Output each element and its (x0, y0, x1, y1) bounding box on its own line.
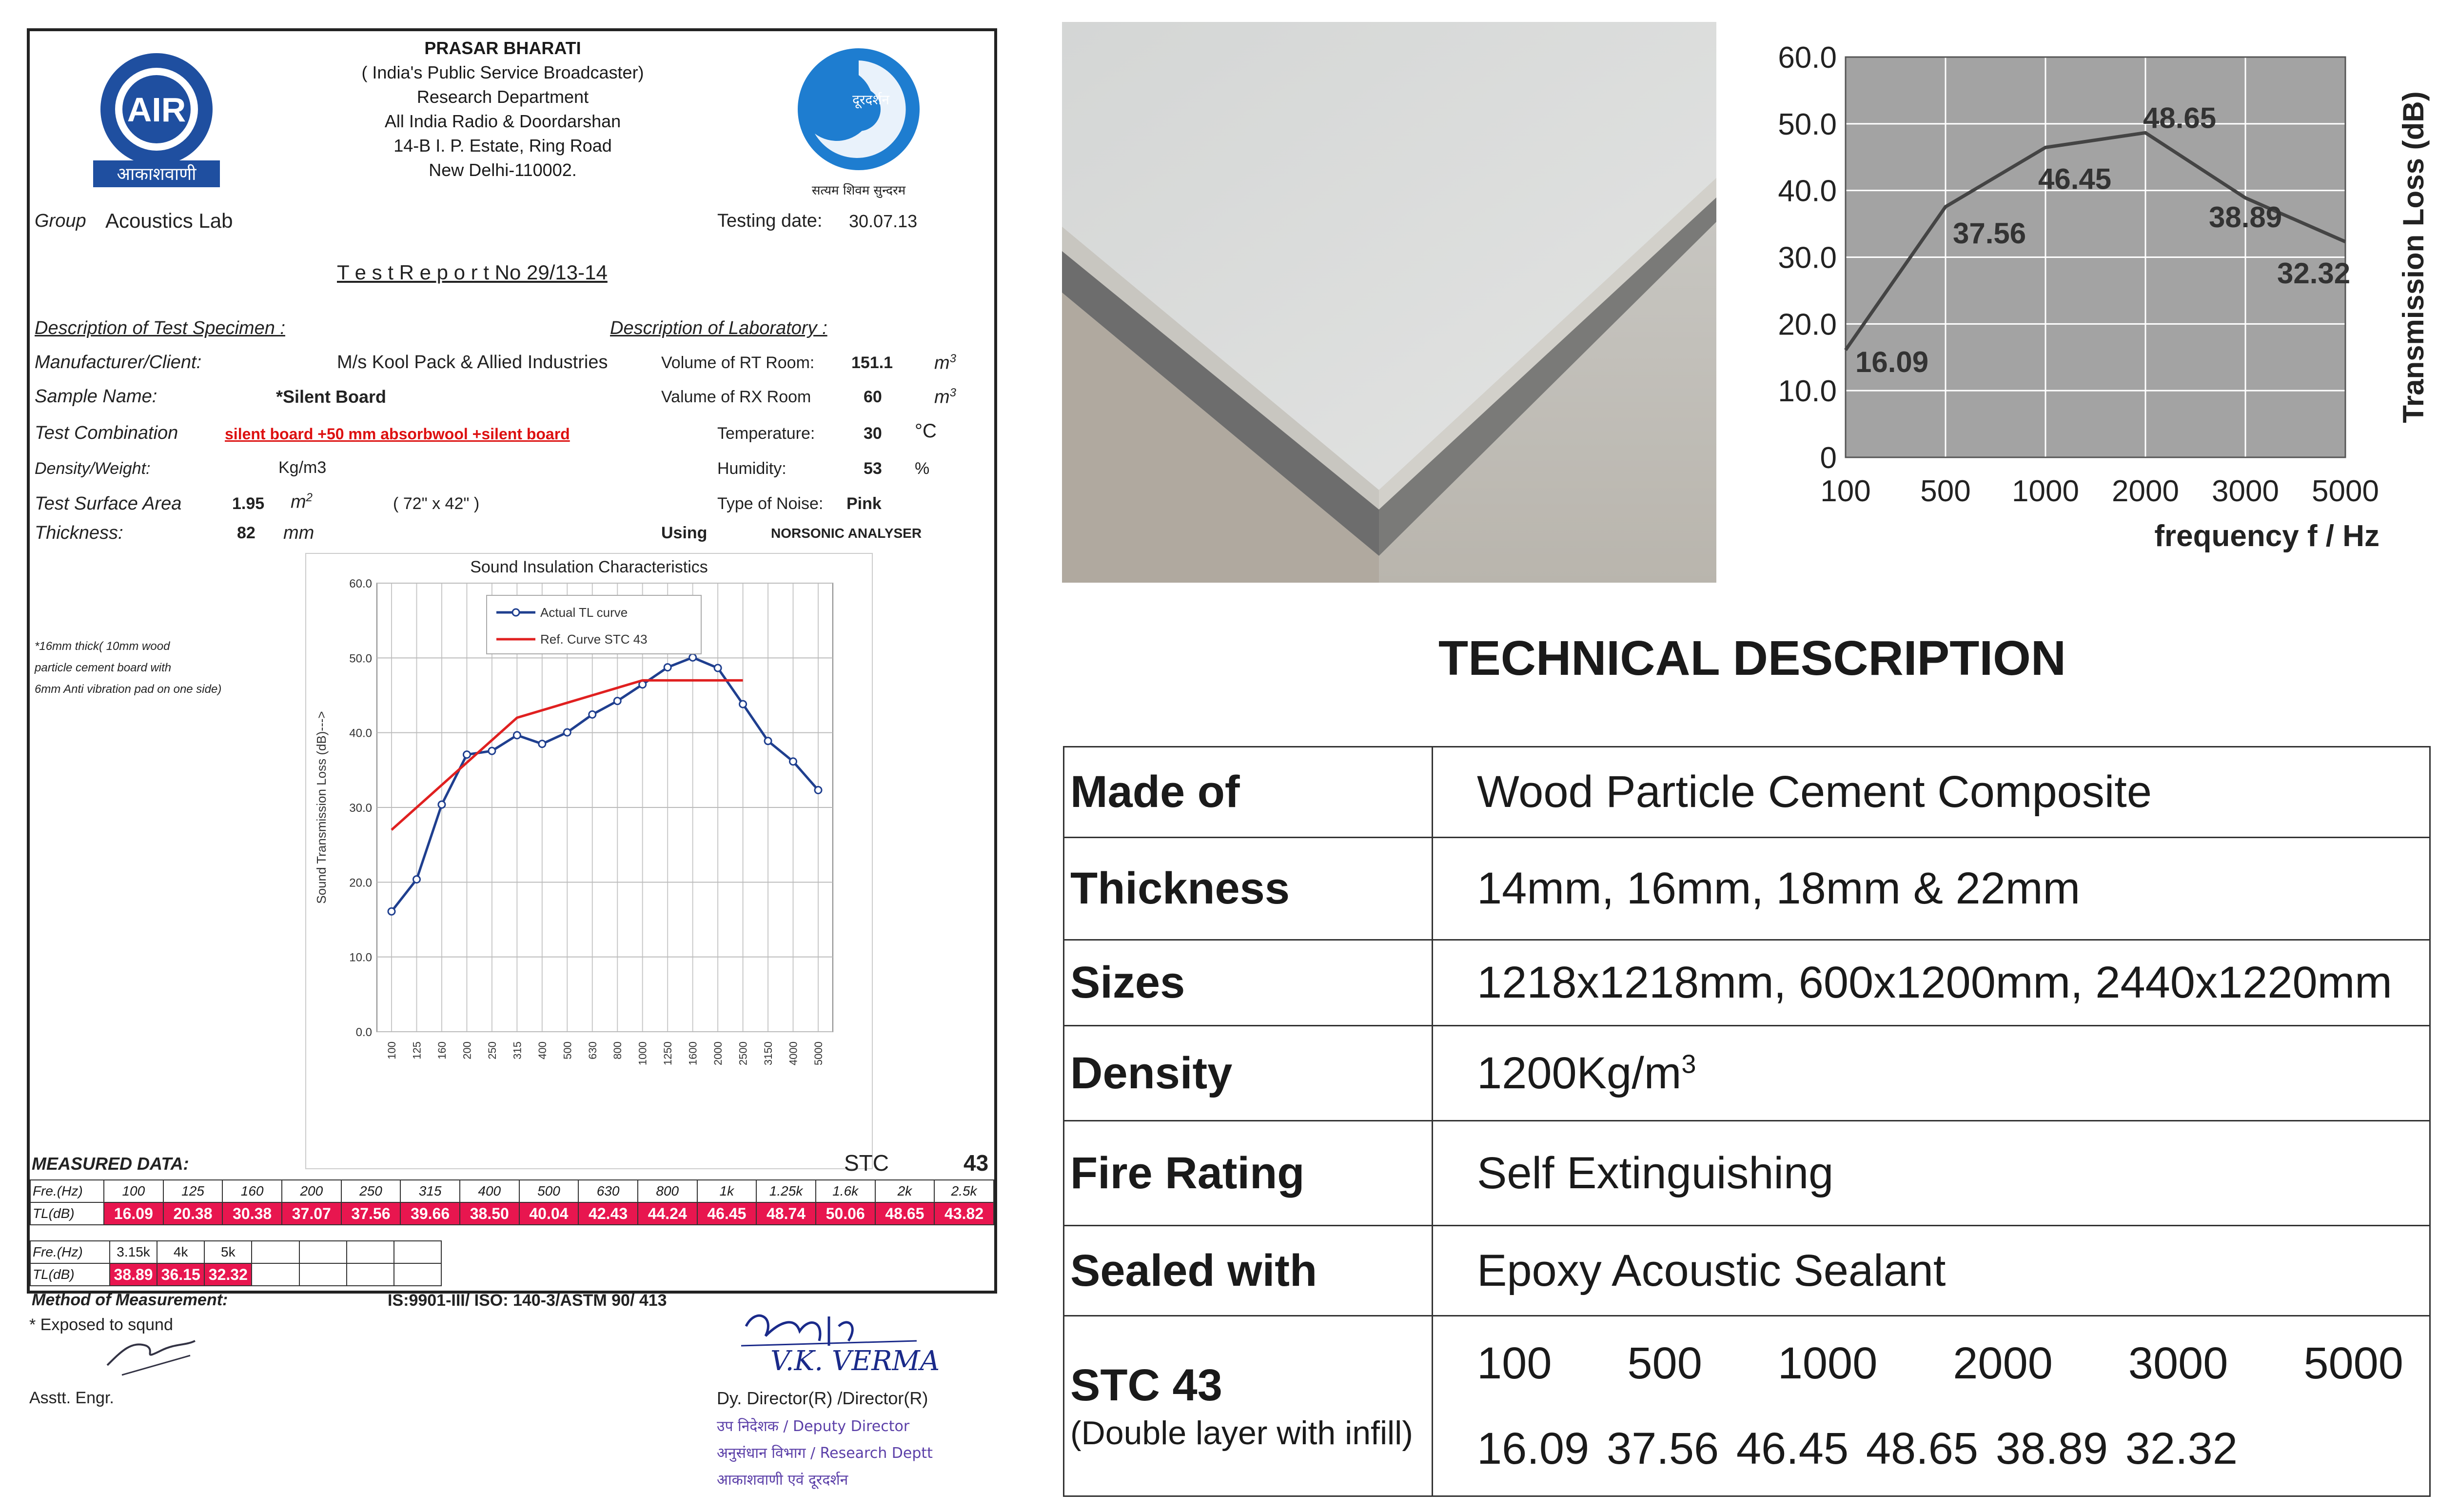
surface-size: ( 72" x 42" ) (393, 494, 480, 513)
empty-cell (252, 1241, 299, 1263)
sample-value: *Silent Board (276, 387, 387, 407)
report-header (332, 36, 673, 182)
x-tick-label: 1600 (687, 1041, 699, 1065)
tl-cell: 32.32 (204, 1263, 252, 1286)
y-tick-label: 30.0 (1778, 241, 1837, 275)
freq-cell: 100 (104, 1180, 163, 1202)
data-label: 16.09 (1855, 345, 1929, 378)
stc-values (1477, 1423, 2238, 1474)
chart-title: Sound Insulation Characteristics (470, 558, 708, 576)
tech-key: Density (1064, 1026, 1433, 1121)
x-tick-label: 250 (486, 1041, 498, 1060)
x-tick-label: 5000 (812, 1041, 825, 1065)
x-tick-label: 3000 (2212, 474, 2279, 508)
density-value: 1200Kg/m (1477, 1048, 1682, 1098)
data-point (790, 758, 797, 765)
x-tick-label: 500 (1920, 474, 1971, 508)
data-point (489, 747, 495, 754)
freq-cell: 3.15k (110, 1241, 157, 1263)
y-tick-label: 60.0 (1778, 41, 1837, 75)
temp-label: Temperature: (717, 424, 815, 443)
tech-title: TECHNICAL DESCRIPTION (1438, 631, 2066, 686)
y-tick-label: 20.0 (1778, 308, 1837, 342)
freq-cell: 4k (157, 1241, 204, 1263)
desc-specimen-label: Description of Test Specimen : (35, 318, 285, 338)
testing-date-value: 30.07.13 (849, 211, 918, 231)
x-tick-label: 2000 (2112, 474, 2179, 508)
empty-cell (299, 1263, 347, 1286)
tl-label: TL(dB) (30, 1202, 104, 1225)
rx-room-unit: $m^3$ (934, 386, 957, 408)
report-title: T e s t R e p o r t No 29/13-14 (337, 261, 608, 284)
measured-data-label: MEASURED DATA: (32, 1154, 189, 1174)
x-tick-label: 2000 (712, 1041, 725, 1065)
stc-sub: (Double layer with infill) (1070, 1414, 1413, 1452)
header-line: ( India's Public Service Broadcaster) (361, 62, 644, 82)
data-point (438, 801, 445, 808)
stc-freq: 1000 (1777, 1338, 1878, 1388)
tech-row (1064, 838, 2430, 940)
combo-value: silent board +50 mm absorbwool +silent board (225, 425, 570, 443)
x-tick-label: 400 (536, 1041, 549, 1060)
surface-value: 1.95 (232, 494, 265, 513)
tl-cell: 46.45 (697, 1202, 757, 1225)
rt-room-unit: $m^3$ (934, 352, 957, 373)
tl-row (30, 1263, 441, 1286)
y-tick-label: 40.0 (1778, 174, 1837, 208)
measured-table-1 (30, 1179, 994, 1225)
humidity-value: 53 (864, 459, 882, 478)
data-label: 37.56 (1953, 217, 2026, 250)
tech-row (1064, 747, 2430, 838)
tl-cell: 48.74 (756, 1202, 816, 1225)
header-line: 14-B I. P. Estate, Ring Road (393, 136, 612, 156)
humidity-unit: % (915, 459, 930, 478)
tl-cell: 38.89 (110, 1263, 157, 1286)
surface-unit-text: m (291, 491, 306, 512)
tl-cell: 38.50 (460, 1202, 519, 1225)
tech-key: Sealed with (1064, 1226, 1433, 1316)
data-label: 38.89 (2209, 200, 2282, 234)
stamp-line: आकाशवाणी एवं दूरदर्शन (717, 1472, 848, 1489)
temp-value: 30 (864, 424, 882, 443)
tech-key: Thickness (1064, 838, 1433, 940)
stc-freq: 500 (1627, 1338, 1702, 1388)
x-tick-label: 1250 (662, 1041, 674, 1065)
y-tick-label: 0.0 (355, 1026, 372, 1039)
data-point (388, 908, 395, 915)
testing-date-label: Testing date: (717, 211, 823, 231)
freq-label: Fre.(Hz) (30, 1241, 110, 1263)
x-tick-label: 1000 (2012, 474, 2079, 508)
tl-cell: 37.56 (341, 1202, 401, 1225)
data-point (689, 654, 696, 661)
y-tick-label: 50.0 (1778, 107, 1837, 141)
data-point (664, 664, 671, 671)
using-label: Using (661, 524, 708, 542)
data-label: 46.45 (2038, 162, 2112, 196)
x-tick-label: 125 (411, 1041, 423, 1060)
freq-cell: 630 (578, 1180, 638, 1202)
stc-freq: 100 (1477, 1338, 1552, 1388)
tl-cell: 16.09 (104, 1202, 163, 1225)
stc-freq: 3000 (2128, 1338, 2228, 1388)
freq-cell: 200 (282, 1180, 341, 1202)
svg-text:AIR: AIR (127, 91, 186, 129)
tl-cell: 37.07 (282, 1202, 341, 1225)
side-note-line: *16mm thick( 10mm wood (35, 640, 170, 653)
stc-value: 37.56 (1606, 1423, 1719, 1473)
x-tick-label: 1000 (636, 1041, 649, 1065)
dy-director: Dy. Director(R) /Director(R) (717, 1388, 928, 1408)
empty-cell (394, 1263, 441, 1286)
density-unit: Kg/m3 (278, 458, 327, 477)
y-axis-label: Transmission Loss (dB) (2397, 91, 2430, 423)
data-label: 48.65 (2143, 101, 2217, 135)
x-tick-label: 100 (386, 1041, 398, 1060)
header-line: Research Department (416, 87, 589, 107)
data-point (564, 729, 570, 736)
tl-cell: 50.06 (816, 1202, 875, 1225)
surface-unit: $m^2$ (291, 491, 313, 512)
tl-cell: 30.38 (222, 1202, 282, 1225)
rx-room-value: 60 (864, 388, 882, 406)
tech-key-stc (1064, 1316, 1433, 1496)
signature-name: V.K. VERMA (770, 1345, 940, 1377)
tl-cell: 36.15 (157, 1263, 204, 1286)
tl-row (30, 1202, 994, 1225)
x-tick-label: 3150 (762, 1041, 775, 1065)
y-tick-label: 20.0 (349, 876, 372, 890)
y-tick-label: 0 (1820, 441, 1837, 475)
exposed-note: * Exposed to sqund (29, 1316, 173, 1334)
x-tick-label: 500 (561, 1041, 574, 1060)
method-label: Method of Measurement: (32, 1291, 228, 1309)
tech-row-stc (1064, 1316, 2430, 1496)
tl-label: TL(dB) (30, 1263, 110, 1286)
empty-cell (347, 1263, 394, 1286)
freq-cell: 2k (875, 1180, 935, 1202)
doordarshan-logo-text: दूरदर्शन (852, 92, 889, 108)
tech-key: Sizes (1064, 940, 1433, 1026)
sound-insulation-chart (305, 553, 873, 1169)
tech-row (1064, 1026, 2430, 1121)
side-note-line: particle cement board with (35, 661, 172, 674)
tl-cell: 39.66 (400, 1202, 460, 1225)
stc-value: 16.09 (1477, 1423, 1590, 1473)
freq-cell: 160 (222, 1180, 282, 1202)
x-axis-label: frequency f / Hz (2154, 519, 2379, 553)
tech-value: 14mm, 16mm, 18mm & 22mm (1433, 838, 2430, 940)
freq-cell: 5k (204, 1241, 252, 1263)
header-line: PRASAR BHARATI (424, 38, 581, 58)
using-value: NORSONIC ANALYSER (771, 526, 922, 541)
x-tick-label: 100 (1820, 474, 1871, 508)
data-point (815, 786, 822, 793)
stc-value: 38.89 (1995, 1423, 2108, 1473)
data-point (513, 732, 520, 739)
stc-label: STC (844, 1150, 889, 1176)
method-value: IS:9901-III/ ISO: 140-3/ASTM 90/ 413 (388, 1291, 667, 1310)
group-value: Acoustics Lab (105, 209, 233, 232)
stc-freqs (1477, 1338, 2403, 1389)
tl-cell: 43.82 (934, 1202, 994, 1225)
x-tick-label: 2500 (737, 1041, 749, 1065)
stc-value: 48.65 (1866, 1423, 1979, 1473)
tech-value (1433, 1026, 2430, 1121)
tl-cell: 42.43 (578, 1202, 638, 1225)
freq-cell: 1.6k (816, 1180, 875, 1202)
rx-room-label: Valume of RX Room (661, 388, 811, 406)
empty-cell (299, 1241, 347, 1263)
tl-cell: 40.04 (519, 1202, 579, 1225)
density-sup: 3 (1681, 1049, 1696, 1079)
density-label: Density/Weight: (35, 459, 151, 478)
freq-cell: 400 (460, 1180, 519, 1202)
sample-label: Sample Name: (35, 386, 157, 407)
stc-values-cell (1433, 1316, 2430, 1496)
freq-row (30, 1180, 994, 1202)
legend-marker (512, 609, 519, 616)
x-tick-label: 160 (435, 1041, 448, 1060)
freq-cell: 125 (163, 1180, 223, 1202)
stc-value: 46.45 (1736, 1423, 1849, 1473)
data-label: 32.32 (2277, 256, 2351, 290)
x-tick-label: 4000 (787, 1041, 800, 1065)
y-tick-label: 60.0 (349, 577, 372, 590)
x-tick-label: 5000 (2312, 474, 2379, 508)
empty-cell (252, 1263, 299, 1286)
noise-value: Pink (846, 494, 882, 513)
transmission-loss-chart (1765, 29, 2438, 566)
tech-value: Wood Particle Cement Composite (1433, 747, 2430, 838)
rt-room-label: Volume of RT Room: (661, 353, 815, 372)
freq-cell: 1.25k (756, 1180, 816, 1202)
x-tick-label: 800 (611, 1041, 624, 1060)
data-point (765, 738, 771, 745)
freq-label: Fre.(Hz) (30, 1180, 104, 1202)
y-tick-label: 40.0 (349, 727, 372, 740)
measured-table-2 (30, 1240, 442, 1286)
rt-room-unit-text: m (934, 353, 950, 373)
y-tick-label: 10.0 (1778, 374, 1837, 409)
data-point (714, 665, 721, 671)
rx-room-unit-text: m (934, 387, 950, 408)
engineer-signature (102, 1326, 200, 1380)
side-note-line: 6mm Anti vibration pad on one side) (35, 683, 222, 696)
stamp-line: उप निदेशक / Deputy Director (717, 1418, 910, 1435)
data-point (413, 876, 420, 883)
temp-unit: °C (915, 420, 937, 442)
freq-cell: 500 (519, 1180, 579, 1202)
doordarshan-logo (786, 46, 932, 202)
humidity-label: Humidity: (717, 459, 786, 478)
x-tick-label: 315 (511, 1041, 524, 1060)
y-axis-label: Sound Transmission Loss (dB)---> (314, 711, 329, 904)
noise-label: Type of Noise: (717, 494, 824, 513)
stamp-line: अनुसंधान विभाग / Research Deptt (717, 1445, 933, 1462)
manufacturer-label: Manufacturer/Client: (35, 352, 202, 373)
doordarshan-motto: सत्यम शिवम सुन्दरम (811, 183, 906, 198)
freq-cell: 315 (400, 1180, 460, 1202)
empty-cell (394, 1241, 441, 1263)
header-line: All India Radio & Doordarshan (384, 111, 621, 131)
side-note (35, 636, 221, 700)
tl-cell: 48.65 (875, 1202, 935, 1225)
tech-value: 1218x1218mm, 600x1200mm, 2440x1220mm (1433, 940, 2430, 1026)
data-point (539, 741, 546, 747)
stc-freq: 2000 (1953, 1338, 2053, 1388)
y-tick-label: 50.0 (349, 652, 372, 666)
tech-row (1064, 940, 2430, 1026)
data-point (589, 711, 596, 718)
tech-key: Made of (1064, 747, 1433, 838)
tl-cell: 44.24 (638, 1202, 697, 1225)
thickness-label: Thickness: (35, 523, 123, 543)
stc-freq: 5000 (2303, 1338, 2403, 1388)
data-point (740, 701, 747, 707)
legend-label: Actual TL curve (540, 605, 628, 620)
tl-cell: 20.38 (163, 1202, 223, 1225)
stc-value: 43 (963, 1150, 989, 1176)
empty-cell (347, 1241, 394, 1263)
tech-value: Epoxy Acoustic Sealant (1433, 1226, 2430, 1316)
freq-cell: 1k (697, 1180, 757, 1202)
surface-label: Test Surface Area (35, 493, 182, 514)
asst-engr: Asstt. Engr. (29, 1389, 114, 1407)
freq-row (30, 1241, 441, 1263)
tech-row (1064, 1121, 2430, 1226)
freq-cell: 2.5k (934, 1180, 994, 1202)
tech-table (1063, 746, 2431, 1497)
tech-value: Self Extinguishing (1433, 1121, 2430, 1226)
stc-key: STC 43 (1070, 1360, 1222, 1410)
freq-cell: 800 (638, 1180, 697, 1202)
legend-label: Ref. Curve STC 43 (540, 632, 648, 647)
tech-key: Fire Rating (1064, 1121, 1433, 1226)
air-logo-text: आकाशवाणी (117, 164, 197, 184)
director-signature-stamp (683, 1307, 995, 1512)
header-line: New Delhi-110002. (429, 160, 577, 180)
y-tick-label: 30.0 (349, 802, 372, 815)
x-tick-label: 630 (586, 1041, 599, 1060)
rt-room-value: 151.1 (851, 353, 893, 372)
stc-value: 32.32 (2125, 1423, 2238, 1473)
data-point (614, 698, 621, 705)
tech-row (1064, 1226, 2430, 1316)
data-point (463, 751, 470, 758)
manufacturer-value: M/s Kool Pack & Allied Industries (337, 352, 608, 373)
thickness-value: 82 (237, 524, 256, 542)
air-logo (79, 46, 235, 192)
desc-lab-label: Description of Laboratory : (610, 318, 827, 338)
freq-cell: 250 (341, 1180, 401, 1202)
thickness-unit: mm (283, 523, 315, 543)
group-label: Group (35, 211, 86, 231)
x-tick-label: 200 (461, 1041, 473, 1060)
combo-label: Test Combination (35, 423, 178, 443)
y-tick-label: 10.0 (349, 951, 372, 964)
board-photo (1062, 22, 1716, 583)
